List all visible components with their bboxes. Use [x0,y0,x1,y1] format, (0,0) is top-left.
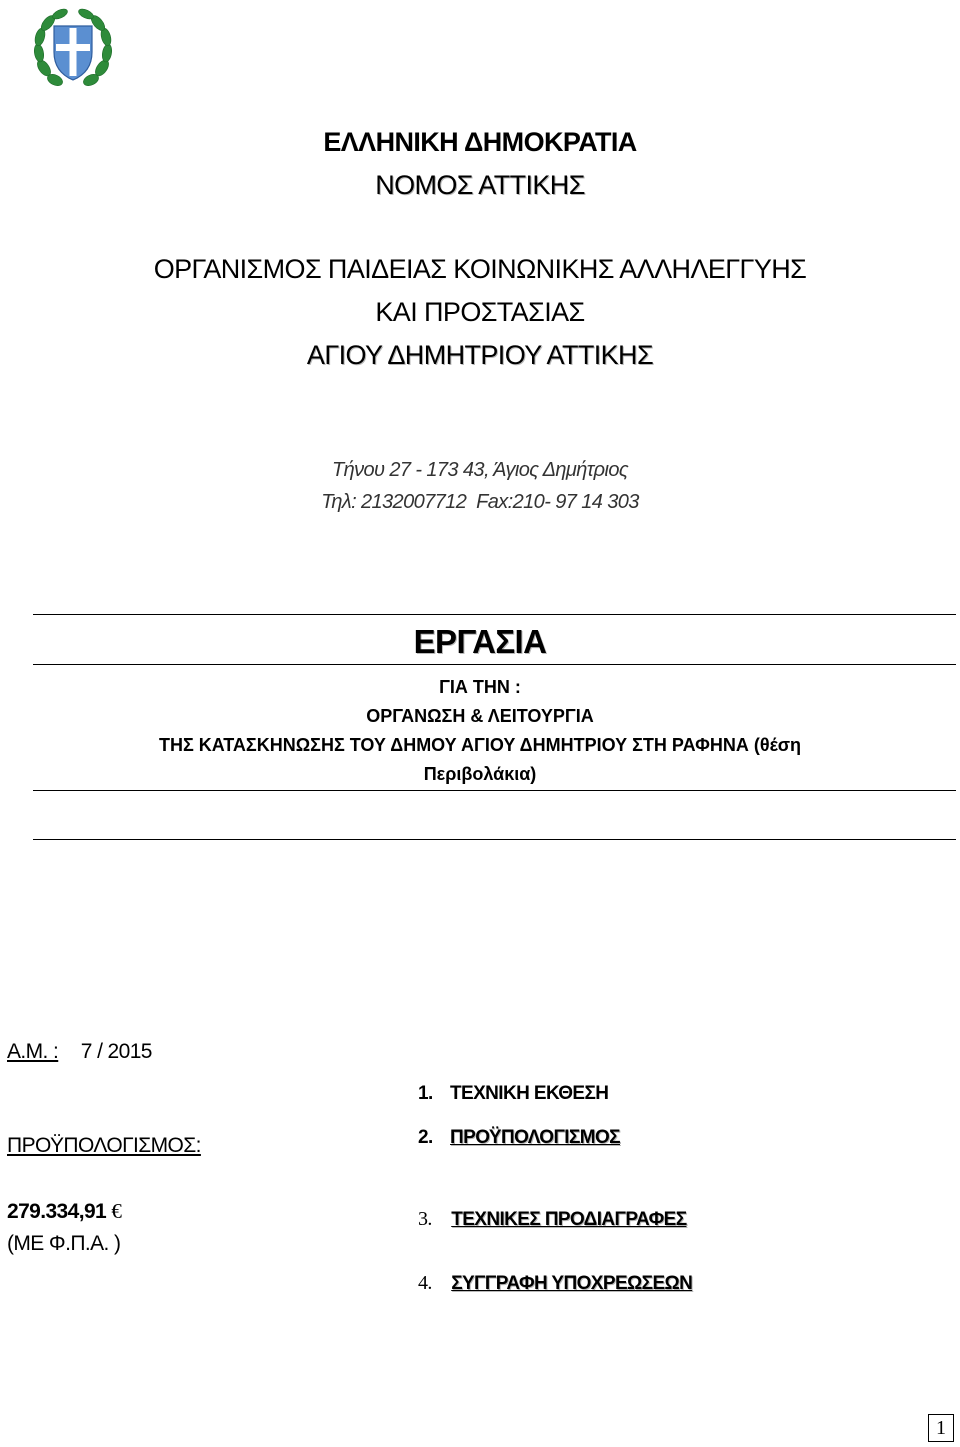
budget-label: ΠΡΟΫΠΟΛΟΓΙΣΜΟΣ: [7,1134,201,1157]
budget-amount: 279.334,91 [7,1200,107,1223]
budget-amount-row [7,1198,121,1225]
organization-line-3: ΑΓΙΟΥ ΔΗΜΗΤΡΙΟΥ ΑΤΤΙΚΗΣ [306,340,654,370]
am-row [7,1039,152,1065]
address-line: Τήνου 27 - 173 43, Άγιος Δημήτριος [331,459,629,481]
rule-top [33,614,956,615]
organization-line-1: ΟΡΓΑΝΙΣΜΟΣ ΠΑΙΔΕΙΑΣ ΚΟΙΝΩΝΙΚΗΣ ΑΛΛΗΛΕΓΓΥΗΣ [153,254,807,284]
project-for-label: ΓΙΑ ΤΗΝ : [439,677,521,697]
contents-item-3 [418,1208,687,1231]
rule-under-title [33,664,956,665]
rule-bottom-2 [33,839,956,840]
project-title: ΕΡΓΑΣΙΑ [413,623,547,660]
phone-fax-line: Τηλ: 2132007712 Fax:210- 97 14 303 [321,491,639,513]
project-line-3: Περιβολάκια) [423,764,537,784]
prefecture-title: ΝΟΜΟΣ ΑΤΤΙΚΗΣ [375,170,585,200]
project-line-1: ΟΡΓΑΝΩΣΗ & ΛΕΙΤΟΥΡΓΙΑ [366,706,594,726]
country-title: ΕΛΛΗΝΙΚΗ ΔΗΜΟΚΡΑΤΙΑ [323,127,637,157]
contents-item-label: ΤΕΧΝΙΚΕΣ ΠΡΟΔΙΑΓΡΑΦΕΣ [451,1209,687,1230]
greek-coat-of-arms-icon [30,6,116,92]
contents-item-label: ΣΥΓΓΡΑΦΗ ΥΠΟΧΡΕΩΣΕΩΝ [451,1273,693,1294]
contents-item-2 [418,1127,620,1149]
contents-item-number: 4. [418,1272,432,1294]
contents-item-number: 1. [418,1083,433,1104]
contents-item-label: ΠΡΟΫΠΟΛΟΓΙΣΜΟΣ [450,1127,620,1148]
project-line-2: ΤΗΣ ΚΑΤΑΣΚΗΝΩΣΗΣ ΤΟΥ ΔΗΜΟΥ ΑΓΙΟΥ ΔΗΜΗΤΡΙΟΥ ΣΤΗ ΡΑΦΗΝΑ (θέση [158,735,802,755]
contents-item-number: 2. [418,1127,433,1148]
contents-item-4 [418,1272,692,1295]
rule-bottom-1 [33,790,956,791]
organization-line-2: ΚΑΙ ΠΡΟΣΤΑΣΙΑΣ [375,297,585,327]
contents-item-label: ΤΕΧΝΙΚΗ ΕΚΘΕΣΗ [450,1083,609,1104]
currency-symbol: € [111,1199,122,1223]
contents-item-1 [418,1083,608,1105]
page-number: 1 [928,1414,954,1442]
am-label: Α.Μ. : [7,1040,59,1063]
am-value: 7 / 2015 [80,1040,152,1063]
vat-note: (ΜΕ Φ.Π.Α. ) [7,1232,121,1255]
contents-item-number: 3. [418,1208,432,1230]
